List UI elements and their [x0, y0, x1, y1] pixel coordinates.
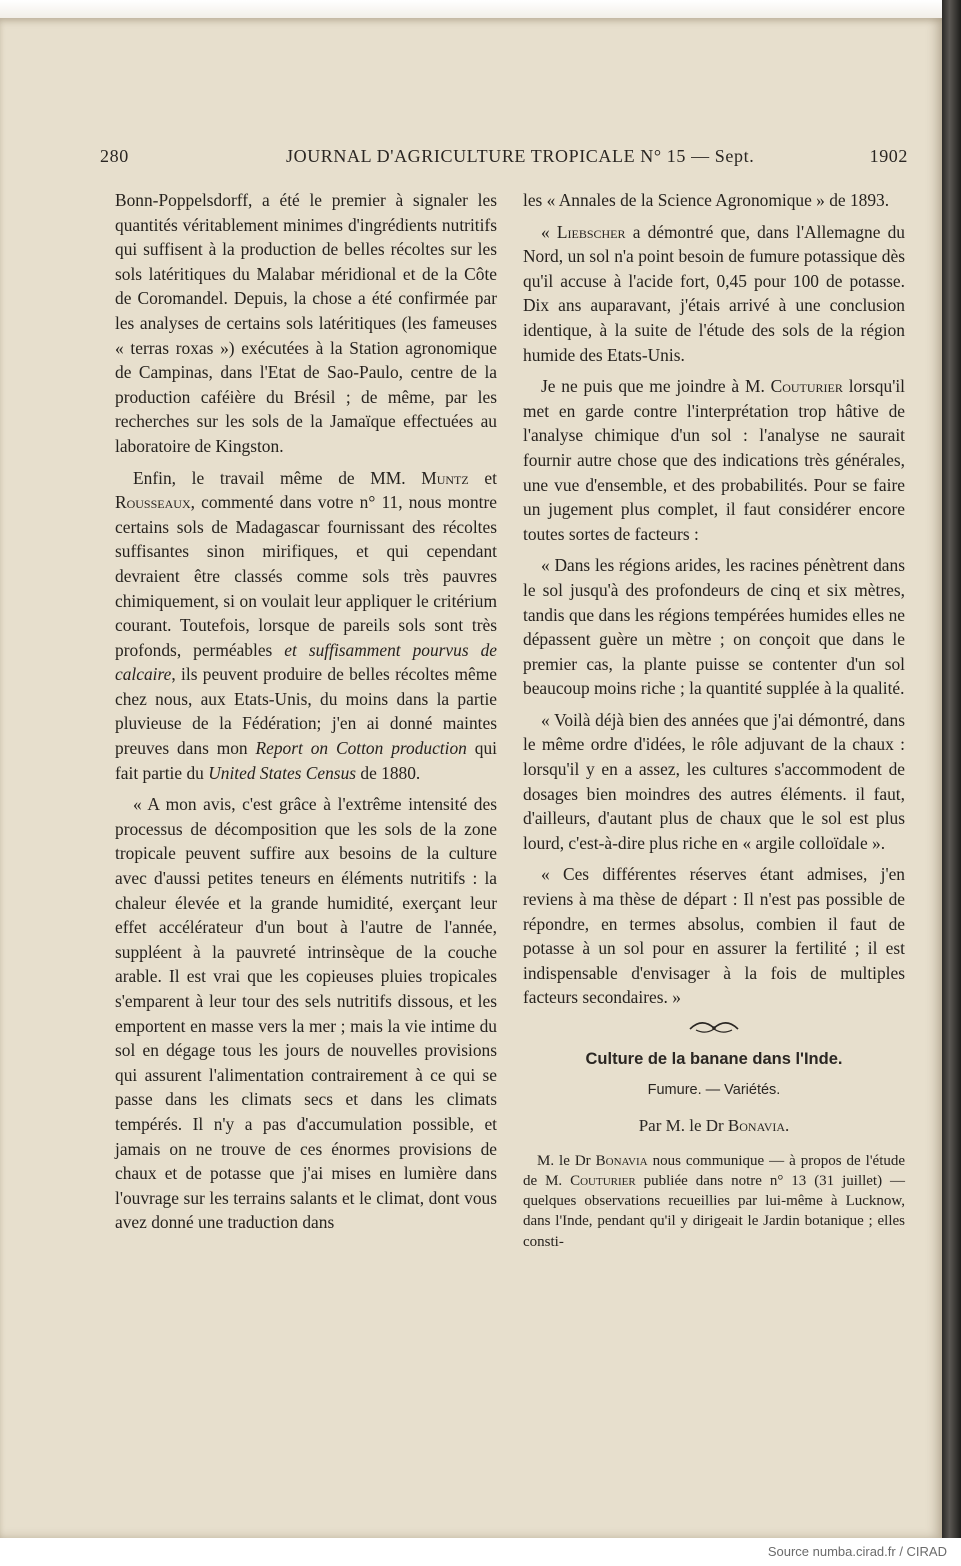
author-name: Rousseaux: [115, 492, 191, 513]
paragraph: [523, 220, 905, 368]
text-run: «: [541, 221, 550, 242]
text-run: qui fait partie du: [115, 738, 497, 783]
text-run: et: [484, 467, 497, 488]
paragraph: Bonn-Poppelsdorff, a été le premier à signaler les quantités véritablement minimes d'ingrédients nutritifs qui suffisent à la production de belles récoltes sur les sols latéritiques du Malabar méridional et de la Côte de Coromandel. Depuis, la chose a été confirmée par les analyses de certains sols latéritiques (les fameuses « terras roxas ») exécutées à la Station agronomique de Campinas, dans l'Etat de Sao-Paulo, centre de la production caféière du Brésil ; de même, par les recherches sur les sols de la Jamaïque effectuées au laboratoire de Kingston.: [115, 190, 497, 456]
text-run: nous communique — à propos de l'étude de M.: [523, 1152, 906, 1189]
paragraph: « A mon avis, c'est grâce à l'extrême intensité des processus de décomposition que les sols de la zone tropicale peuvent suffire aux besoins de la culture avec d'aussi petites teneurs en éléments nutritifs : la chaleur élevée et la grande humidité, exerçant leur effet accélérateur d'un bout à l'autre de l'année, suppléent à la pauvreté intrinsèque de la couche arable. Il est vrai que les copieuses pluies tropicales s'emparent à leur tour des sels nutritifs dissous, et les emportent en masse vers la mer ; mais la vie intime du sol en dégage tous les jours de nouvelles provisions qui assurent l'alimentation contrairement à ce qui se passe dans les climats secs et dans les climats tempérés. Il n'y a pas d'accumulation possible, et jamais on ne trouve de ces énormes provisions de chaux et de potasse que j'ai mises en lumière dans l'ouvrage sur les terrains salants et le climat, dont vous avez donné une traduction dans: [115, 794, 497, 1233]
section-title: Culture de la banane dans l'Inde.: [585, 1050, 843, 1068]
text-run: a démontré que, dans l'Allemagne du Nord, un sol n'a point besoin de fumure potassique dès qu'il accuse à l'acide fort, 0,45 pour 100 de potasse. Dix ans auparavant, j'étais arrivé à une conclusion identique, à la suite de l'étude des sols de la région humide des Etats-Unis.: [523, 221, 905, 365]
right-column: [523, 188, 905, 1259]
text-run: , commenté dans votre n° 11, nous montre certains sols de Madagascar fournissant des récoltes suffisantes sinon mirifiques, et qui cependant devraient être classés comme sols très pauvres chimiquement, si on voulait leur appliquer le critérium courant. Toutefois, lorsque de pareils sols sont très profonds, perméables: [115, 492, 497, 660]
fleuron-icon: [686, 1019, 742, 1035]
text-run: Je ne puis que me joindre à M.: [541, 376, 765, 397]
ornament-icon: [523, 1017, 905, 1039]
text-run: M. le Dr: [537, 1152, 591, 1169]
issue-year: 1902: [869, 146, 908, 166]
source-credit: Source numba.cirad.fr / CIRAD: [767, 1544, 947, 1559]
italic-text: Report on Cotton production: [255, 738, 467, 759]
scanned-page: [0, 18, 942, 1538]
paragraph: les « Annales de la Science Agronomique » de 1893.: [523, 190, 890, 210]
author-name: Muntz: [421, 467, 469, 488]
paragraph: « Ces différentes réserves étant admises, j'en reviens à ma thèse de départ : Il n'est pas possible de répondre, en termes absolus, combien il faut de potasse à un sol pour en assurer la fertilité ; il est indispensable d'envisager à la fois de multiples facteurs secondaires. »: [523, 864, 905, 1008]
section-author: [523, 1114, 905, 1139]
text-run: Par M. le Dr: [638, 1116, 724, 1136]
page-top-margin: [0, 0, 961, 18]
author-name: Liebscher: [556, 221, 626, 242]
text-run: lorsqu'il met en garde contre l'interprétation trop hâtive de l'analyse chimique d'un sol : l'analyse ne saurait fournir autre chose que des indications très générales, une vue d'ensemble, et des probabilités. Pour se faire un jugement plus complet, il faut considérer encore toutes sortes de facteurs :: [523, 376, 905, 544]
paragraph: [523, 374, 905, 546]
author-name: Couturier: [570, 1172, 636, 1189]
italic-text: United States Census: [208, 762, 357, 783]
text-run: , ils peuvent produire de belles récoltes même chez nous, aux Etats-Unis, du moins dans la partie pluvieuse de la Fédération; j'en ai donné maintes preuves dans mon: [115, 664, 497, 759]
running-header: [100, 146, 908, 168]
text-run: Enfin, le travail même de MM.: [133, 467, 406, 488]
paragraph: [115, 466, 497, 786]
page-number: 280: [100, 146, 129, 166]
italic-text: et suffisamment pourvus de calcaire: [115, 639, 497, 685]
author-name: Bonavia: [727, 1116, 786, 1136]
text-run: .: [785, 1116, 790, 1136]
text-run: publiée dans notre n° 13 (31 juillet) — quelques observations recueillies par lui-même à Lucknow, dans l'Inde, pendant qu'il y dirigeait le Jardin botanique ; elles consti-: [523, 1172, 906, 1250]
author-name: Couturier: [770, 376, 843, 397]
section-subtitle: Fumure. — Variétés.: [647, 1081, 781, 1098]
author-name: Bonavia: [595, 1152, 648, 1169]
paragraph: [523, 1151, 905, 1252]
text-run: de 1880.: [360, 762, 421, 783]
journal-title: JOURNAL D'AGRICULTURE TROPICALE N° 15 — Sept.: [286, 146, 755, 166]
book-spine-edge: [942, 0, 961, 1538]
left-column: [115, 188, 497, 1242]
paragraph: « Dans les régions arides, les racines pénètrent dans le sol jusqu'à des profondeurs de cinq et six mètres, tandis que dans les régions tempérées humides elles ne dépassent guère un mètre ; on conçoit que dans le premier cas, la plante puisse se contenter d'un sol beaucoup moins riche ; la quantité supplée à la qualité.: [523, 555, 905, 699]
paragraph: « Voilà déjà bien des années que j'ai démontré, dans le même ordre d'idées, le rôle adjuvant de la chaux : lorsqu'il y en a assez, les cultures s'accommodent de dosages bien moindres des autres éléments. il faut, d'ailleurs, d'autant plus de chaux que le sol est plus lourd, c'est-à-dire plus riche en « argile colloïdale ».: [523, 709, 905, 853]
